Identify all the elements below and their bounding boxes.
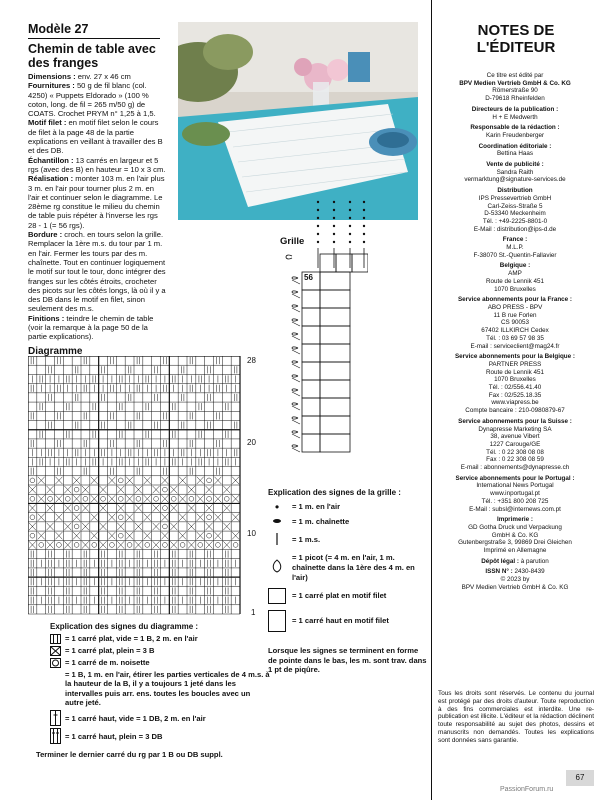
editor-section: Belgique : AMP Route de Lennik 451 1070 Bruxelles: [485, 262, 545, 293]
legend-item: = 1 B, 1 m. en l'air, étirer les parties verticales de 4 m.s. à la hauteur de la B, il y a toujours 1 jeté dans les intervalles puis arr. ens. toutes les boucles avec un autre jeté.: [65, 669, 270, 708]
instruction-paragraph: Finitions : teindre le chemin de table (voir la remarque à la page 50 de la partie explications).: [28, 313, 154, 342]
model-name-line-2: des franges: [28, 56, 99, 70]
pattern-title: [28, 22, 168, 70]
diagram-footnote: Terminer le dernier carré du rg par 1 B ou DB suppl.: [36, 749, 223, 759]
cross-square-icon: [50, 646, 62, 656]
editor-section: Responsable de la rédaction : Karin Freudenberger: [470, 124, 560, 139]
legend-item: = 1 carré haut, plein = 3 DB: [50, 728, 270, 744]
empty-square-icon: [50, 634, 62, 644]
flat-mesh-box-icon: [268, 588, 286, 604]
instruction-paragraph: Réalisation : monter 103 m. en l'air plus 3 m. en l'air pour tourner plus 2 m. en l'air et continuer selon le diagramme. Le 28ème rg constitue le milieu du chemin de table puis répéter à l'inverse les rgs 28 - 1 (= 56 rgs).: [28, 174, 165, 230]
editor-section: Service abonnements pour la France : ABO PRESS - BPV 11 B rue Forlen CS 90053 67402 ILLKIRCH Cedex Tél. : 03 69 57 98 35 E-mail : serviceclient@mag24.fr: [457, 296, 573, 350]
page-number: 67: [566, 770, 594, 786]
title-rule: [28, 38, 160, 39]
editor-section: ISSN N° : 2430-8439 © 2023 by BPV Medien Vertrieb GmbH & Co. KG: [461, 568, 569, 591]
legend-item: = 1 m. chaînette: [268, 517, 428, 527]
legend-item: = 1 carré haut en motif filet: [268, 610, 428, 632]
diagram-grid: [28, 356, 240, 614]
legend-item: = 1 carré plat, vide = 1 B, 2 m. en l'air: [50, 634, 270, 644]
editor-section: Service abonnements pour la Suisse : Dynapresse Marketing SA 38, avenue Vibert 1227 Carouge/GE Tél. : 0 22 308 08 08 Fax : 0 22 308 08 59 E-mail : abonnements@dynapresse.ch: [458, 417, 572, 472]
instruction-paragraph: Fournitures : 50 g de fil blanc (col. 4250) « Puppets Eldorado » (100 % coton, long. de fil = 265 m/50 g) de COATS. Crochet PRYM n° 1,25 à 1,5.: [28, 81, 156, 119]
row-number-28: 28: [247, 356, 256, 365]
product-photo: [178, 22, 418, 220]
grille-note: Lorsque les signes se terminent en forme de pointe dans le bas, les m. sont trav. dans 1 pt de piqûre.: [268, 646, 427, 675]
photo-illustration: [178, 22, 418, 220]
editor-section: Distribution IPS Pressevertrieb GmbH Carl-Zeiss-Straße 5 D-53340 Meckenheim Tél. : +49-2225-8801-0 E-Mail : distribution@ips-d.de: [473, 187, 557, 233]
model-number: Modèle 27: [28, 22, 89, 36]
editor-section: Ce titre est édité par BPV Medien Vertrieb GmbH & Co. KG Römerstraße 90 D-79618 Rheinfelden: [459, 72, 571, 103]
legend-item: = 1 carré plat, plein = 3 B: [50, 646, 270, 656]
editor-section: Vente de publicité : Sandra Raith vermarktung@signature-services.de: [464, 161, 566, 184]
grille-legend: [268, 488, 428, 675]
row-number-10: 10: [247, 529, 256, 538]
rights-notice: Tous les droits sont réservés. Le contenu du journal est protégé par des droits d'auteur. Toute reproduction à des fins commerciales est interdite. Une re-publication est illicite. L'éditeur et la rédaction déclinent toute responsabilité au sujet des photos, dessins et manuscrits non demandés. Toutes les explications sont données sans garantie.: [438, 690, 594, 744]
dot-icon: ●: [274, 501, 280, 511]
editor-section: Directeurs de la publication : H + E Medwerth: [471, 105, 559, 121]
grille-row-number: 56: [304, 273, 313, 282]
instruction-paragraph: Échantillon : 13 carrés en largeur et 5 rgs (avec des B) en hauteur = 10 x 3 cm.: [28, 155, 166, 174]
grille-label: Grille: [280, 236, 305, 247]
circle-square-icon: [50, 658, 62, 668]
legend-item: = 1 carré de m. noisette: [50, 658, 270, 668]
legend-item: = 1 carré haut, vide = 1 DB, 2 m. en l'air: [50, 710, 270, 726]
editor-section: Coordination éditoriale : Bettina Haas: [478, 142, 552, 158]
grille-legend-title: Explication des signes de la grille :: [268, 488, 401, 497]
instructions: [28, 72, 166, 342]
chain-stitch-icon: [268, 517, 286, 527]
legend-item: = 1 carré plat en motif filet: [268, 588, 428, 604]
tall-empty-square-icon: [50, 710, 62, 726]
editor-section: Imprimerie : GD Gotha Druck und Verpackung GmbH & Co. KG Gutenbergstraße 3, 99869 Drei Gleichen Imprimé en Allemagne: [458, 516, 572, 555]
row-number-1: 1: [251, 608, 256, 617]
instruction-paragraph: Motif filet : en motif filet selon le cours de filet à la page 48 de la partie explications en veillant à travailler des B et des DB.: [28, 118, 163, 156]
legend-item: = 1 m.s.: [268, 533, 428, 548]
diagram-legend-title: Explication des signes du diagramme :: [50, 622, 199, 631]
instruction-paragraph: Bordure : croch. en tours selon la grille. Remplacer la 1ère m.s. du tour par 1 m. en l'air. Fermer les tours par des m. chaînette. Tout en continuer logiquement le motif sur tout le tour, donc intégrer des franges sur les côtés étroits, crocheter des picots sur les côtés longs, là où il y a des DB dans le motif en filet, sinon seulement des m.s.: [28, 230, 166, 314]
editor-notes-title: NOTES DE L'ÉDITEUR: [476, 22, 556, 56]
tall-full-square-icon: [50, 728, 62, 744]
watermark: PassionForum.ru: [500, 786, 554, 793]
model-name-line-1: Chemin de table avec: [28, 42, 156, 56]
editor-details: [438, 72, 592, 595]
editor-section: France : M.L.P. F-38070 St.-Quentin-Fallavier: [473, 236, 557, 259]
filet-diagram: [28, 356, 264, 618]
legend-item: = 1 picot (= 4 m. en l'air, 1 m. chaînette dans la 1ère des 4 m. en l'air): [268, 553, 428, 582]
diagram-legend: [36, 622, 270, 760]
tall-mesh-box-icon: [268, 610, 286, 632]
picot-icon: [268, 558, 286, 577]
editor-section: Service abonnements pour la Belgique : PARTNER PRESS Route de Lennik 451 1070 Bruxelles Tél. : 02/556.41.40 Fax : 02/525.18.35 www.viapress.be Compte bancaire : 210-0980879-67: [454, 353, 576, 415]
legend-item: ● = 1 m. en l'air: [268, 502, 428, 512]
row-number-20: 20: [247, 438, 256, 447]
instruction-paragraph: Dimensions : env. 27 x 46 cm: [28, 72, 131, 81]
grille-marks: [286, 201, 368, 452]
single-crochet-icon: [268, 533, 286, 548]
editor-section: Service abonnements pour le Portugal : International News Portugal www.inportugal.pt Tél. : +351 800 208 725 E-Mail : subsl@internews.com.pt: [455, 474, 575, 513]
edging-chart: [278, 196, 368, 466]
diagram-label: Diagramme: [28, 346, 83, 357]
editor-section: Dépôt légal : à parution: [481, 557, 549, 565]
